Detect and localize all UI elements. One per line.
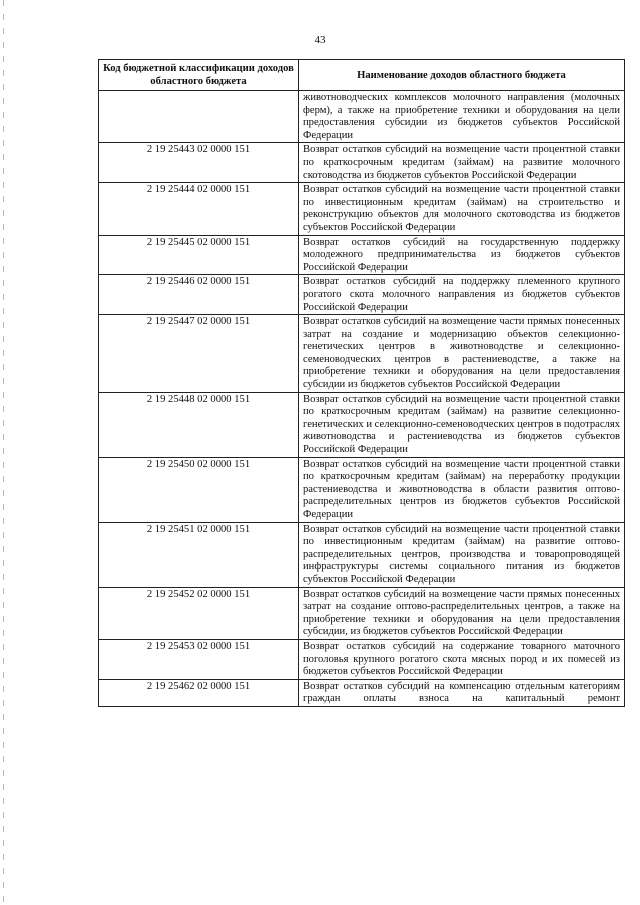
row-name: Возврат остатков субсидий на возмещение части процентной ставки по краткосрочным кредитам (займам) на развитие селекционно-генетических и селекционно-семеноводческих центров в подотраслях животноводства и растениеводства из бюджетов субъектов Российской Федерации (299, 392, 625, 457)
table-row (99, 275, 625, 315)
header-name: Наименование доходов областного бюджета (299, 60, 625, 91)
budget-classification-table (98, 59, 625, 707)
row-code: 2 19 25453 02 0000 151 (99, 639, 299, 679)
row-code: 2 19 25444 02 0000 151 (99, 183, 299, 235)
table-row (99, 457, 625, 522)
table-row (99, 392, 625, 457)
table-row (99, 679, 625, 706)
table-row (99, 91, 625, 143)
row-code: 2 19 25447 02 0000 151 (99, 315, 299, 393)
row-name: Возврат остатков субсидий на возмещение части процентной ставки по краткосрочным кредитам (займам) на переработку продукции растениеводства и животноводства в области развития оптово-распределительных центров из бюджетов субъектов Российской Федерации (299, 457, 625, 522)
row-code: 2 19 25448 02 0000 151 (99, 392, 299, 457)
row-code: 2 19 25443 02 0000 151 (99, 143, 299, 183)
table-row (99, 315, 625, 393)
row-name: Возврат остатков субсидий на возмещение части прямых понесенных затрат на создание и модернизацию объектов селекционно-генетических центров в животноводстве и селекционно-семеноводческих центров в растениеводстве, а также на приобретение техники и оборудования на цели предоставления субсидии из бюджетов субъектов Российской Федерации (299, 315, 625, 393)
table-row (99, 183, 625, 235)
row-name: Возврат остатков субсидий на поддержку племенного крупного рогатого скота молочного направления из бюджетов субъектов Российской Федерации (299, 275, 625, 315)
table-row (99, 639, 625, 679)
row-name: Возврат остатков субсидий на содержание товарного маточного поголовья крупного рогатого скота мясных пород и их помесей из бюджетов субъектов Российской Федерации (299, 639, 625, 679)
header-code: Код бюджетной классификации доходов областного бюджета (99, 60, 299, 91)
table-row (99, 587, 625, 639)
row-code: 2 19 25445 02 0000 151 (99, 235, 299, 275)
table-row (99, 522, 625, 587)
row-name: Возврат остатков субсидий на государственную поддержку молодежного предпринимательства из бюджетов субъектов Российской Федерации (299, 235, 625, 275)
table-row (99, 235, 625, 275)
row-code: 2 19 25462 02 0000 151 (99, 679, 299, 706)
row-code: 2 19 25451 02 0000 151 (99, 522, 299, 587)
table-row (99, 143, 625, 183)
row-code: 2 19 25450 02 0000 151 (99, 457, 299, 522)
row-name: Возврат остатков субсидий на возмещение части процентной ставки по инвестиционным кредитам (займам) на развитие оптово-распределительных центров, производства и товаропроводящей инфраструктуры системы социального питания из бюджетов субъектов Российской Федерации (299, 522, 625, 587)
row-name: Возврат остатков субсидий на возмещение части процентной ставки по краткосрочным кредитам (займам) на развитие молочного скотоводства из бюджетов субъектов Российской Федерации (299, 143, 625, 183)
row-name: Возврат остатков субсидий на компенсацию отдельным категориям граждан оплаты взноса на капитальный ремонт (299, 679, 625, 706)
row-code: 2 19 25452 02 0000 151 (99, 587, 299, 639)
row-name: животноводческих комплексов молочного направления (молочных ферм), а также на приобретение техники и оборудования на цели предоставления субсидии из бюджетов субъектов Российской Федерации (299, 91, 625, 143)
page-number: 43 (314, 34, 326, 46)
row-code (99, 91, 299, 143)
scan-edge (3, 0, 4, 905)
row-name: Возврат остатков субсидий на возмещение части процентной ставки по инвестиционным кредитам (займам) на строительство и реконструкцию объектов для молочного скотоводства из бюджетов субъектов Российской Федерации (299, 183, 625, 235)
table-header-row (99, 60, 625, 91)
row-name: Возврат остатков субсидий на возмещение части прямых понесенных затрат на создание оптово-распределительных центров, а также на приобретение техники и оборудования на цели предоставления субсидии, из бюджетов субъектов Российской Федерации (299, 587, 625, 639)
row-code: 2 19 25446 02 0000 151 (99, 275, 299, 315)
